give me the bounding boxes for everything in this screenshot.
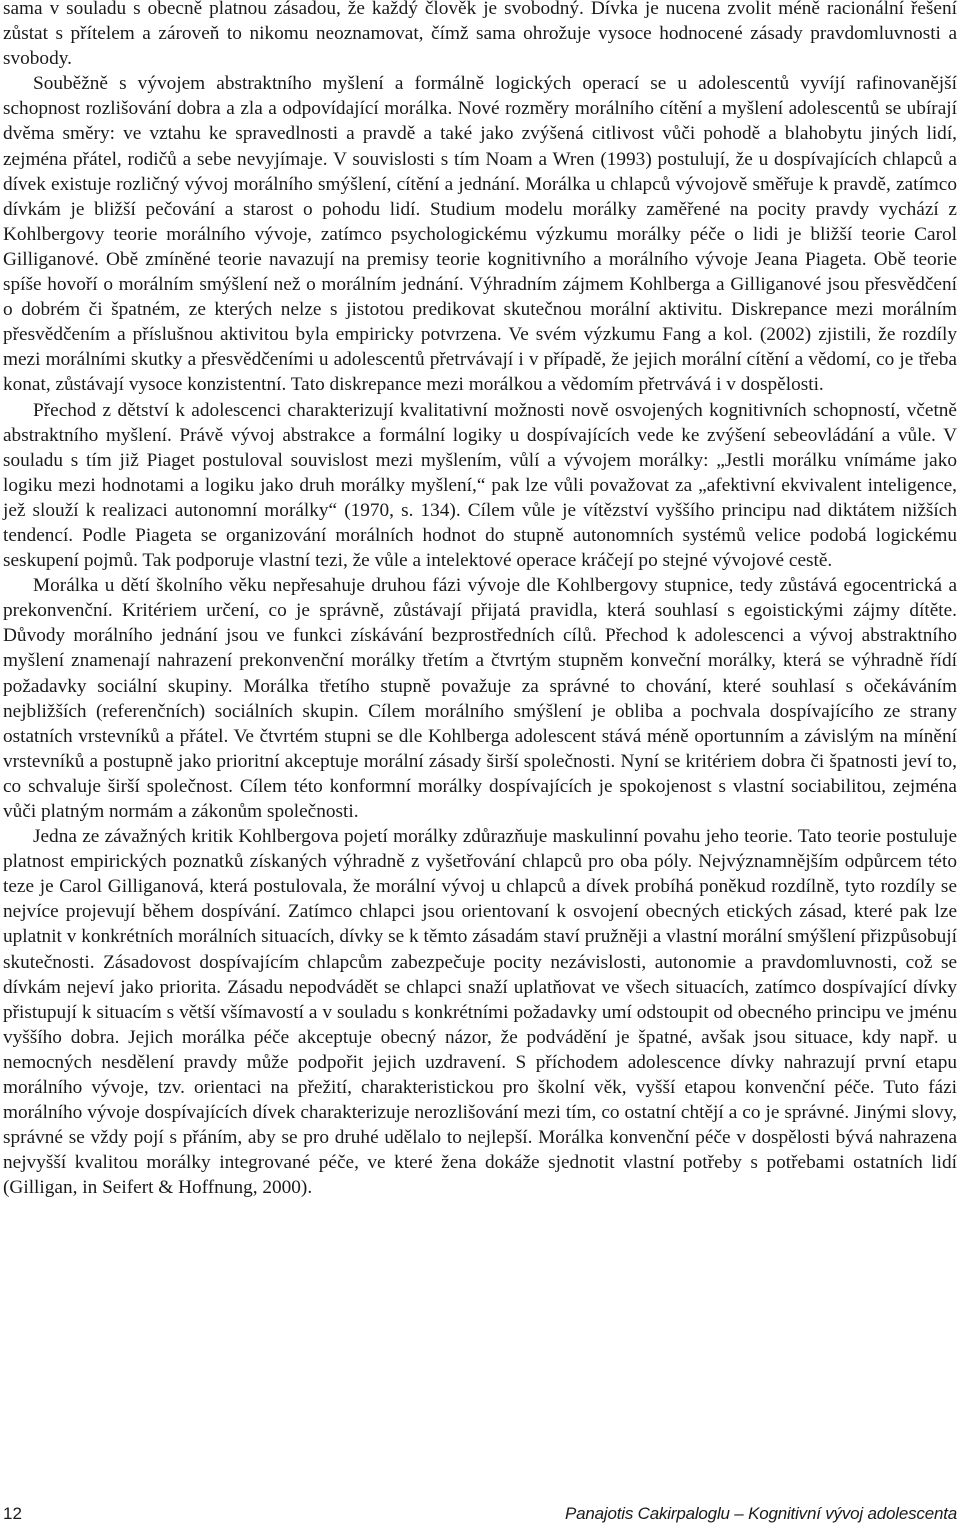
page <box>3 0 957 1201</box>
page-number: 12 <box>3 1504 22 1523</box>
paragraph: Souběžně s vývojem abstraktního myšlení a formálně logických operací se u adolescentů vyvíjí rafinovanější schopnost rozlišování dobra a zla a odpovídající morálka. Nové rozměry morálního cítění a myšlení adolescentů se ubírají dvěma směry: ve vztahu ke spravedlnosti a pravdě a také jako zvýšená citlivost vůči pohodě a blahobytu jiných lidí, zejména přátel, rodičů a sebe nevyjímaje. V souvislosti s tím Noam a Wren (1993) postulují, že u dospívajících chlapců a dívek existuje rozličný vývoj morálního smýšlení, cítění a jednání. Morálka u chlapců vývojově směřuje k pravdě, zatímco dívkám je bližší pečování a starost o pohodu lidí. Studium modelu morálky zaměřené na pocity pravdy vychází z Kohlbergovy teorie morálního vývoje, zatímco psychologickému výzkumu morálky péče o lidi je bližší teorie Carol Gilliganové. Obě zmíněné teorie navazují na premisy teorie kognitivního a morálního vývoje Jeana Piageta. Obě teorie spíše hovoří o morálním smýšlení než o morálním jednání. Výhradním zájmem Kohlberga a Gilliganové jsou přesvědčení o dobrém či špatném, ze kterých nelze s jistotou predikovat skutečnou morální aktivitu. Diskrepance mezi morálním přesvědčením a příslušnou aktivitou byla empiricky potvrzena. Ve svém výzkumu Fang a kol. (2002) zjistili, že rozdíly mezi morálními skutky a přesvědčeními u adolescentů přetrvávají i v případě, že jejich morální cítění a vědomí, co je třeba konat, zůstávají vysoce konzistentní. Tato diskrepance mezi morálkou a vědomím přetrvává i v dospělosti. <box>3 73 957 396</box>
paragraph: sama v souladu s obecně platnou zásadou, že každý člověk je svobodný. Dívka je nucena zvolit méně racionální řešení zůstat s přítelem a zároveň to nikomu neoznamovat, čímž sama ohrožuje vysoce hodnocené zásady pravdomluvnosti a svobody. <box>3 0 957 70</box>
paragraph: Jedna ze závažných kritik Kohlbergova pojetí morálky zdůrazňuje maskulinní povahu jeho teorie. Tato teorie postuluje platnost empirických poznatků získaných výhradně z vyšetřování chlapců pro oba póly. Nejvýznamnějším odpůrcem této teze je Carol Gilliganová, která postulovala, že morální vývoj u chlapců a dívek probíhá poněkud rozdílně, tyto rozdíly se nejvíce projevují během dospívání. Zatímco chlapci jsou orientovaní k osvojení obecných etických zásad, které pak lze uplatnit v konkrétních morálních situacích, dívky se k těmto zásadám staví pružněji a vlastní morální smýšlení přizpůsobují skutečnosti. Zásadovost dospívajícím chlapcům zabezpečuje pocity nezávislosti, autonomie a pravdomluvnosti, což se dívkám nejeví jako priorita. Zásadu nepodvádět se chlapci snaží uplatňovat ve všech situacích, zatímco dospívající dívky přistupují k situacím s větší všímavostí a v souladu s konkrétními požadavky umí odstoupit od obecného principu ve jménu vyššího dobra. Jejich morálka péče akceptuje obecný názor, že podvádění je špatné, avšak jsou situace, kdy např. u nemocných nesdělení pravdy může podpořit jejich uzdravení. S příchodem adolescence dívky nahrazují první etapu morálního vývoje, tzv. orientaci na přežití, charakteristickou pro školní věk, vyšší etapou konvenční péče. Tuto fázi morálního vývoje dospívajících dívek charakterizuje nerozlišování mezi tím, co ostatní chtějí a co je správné. Jinými slovy, správné se vždy pojí s přáním, aby se pro druhé udělalo to nejlepší. Morálka konvenční péče v dospělosti bývá nahrazena nejvyšší kvalitou morálky integrované péče, ve které žena dokáže sjednotit vlastní potřeby s potřebami ostatních lidí (Gilligan, in Seifert & Hoffnung, 2000). <box>3 826 957 1199</box>
page-footer <box>3 1496 957 1526</box>
running-footer-title: Panajotis Cakirpaloglu – Kognitivní vývoj adolescenta <box>565 1504 957 1523</box>
body-text <box>3 0 957 1201</box>
paragraph: Morálka u dětí školního věku nepřesahuje druhou fázi vývoje dle Kohlbergovy stupnice, tedy zůstává egocentrická a prekonvenční. Kritériem určení, co je správně, zůstávají přijatá pravidla, která souhlasí s egoistickými zájmy dítěte. Důvody morálního jednání jsou ve funkci získávání bezprostředních cílů. Přechod k adolescenci a vývoj abstraktního myšlení znamenají nahrazení prekonvenční morálky třetím a čtvrtým stupněm konveční morálky, která se výhradně řídí požadavky sociální skupiny. Morálka třetího stupně považuje za správné to chování, které souhlasí s očekáváním nejbližších (referenčních) sociálních skupin. Cílem morálního smýšlení je obliba a pochvala dospívajícího ze strany ostatních vrstevníků a přátel. Ve čtvrtém stupni se dle Kohlberga adolescent stává méně oportunním a závislým na mínění vrstevníků a postupně jako prioritní akceptuje morální zásady širší společnosti. Nyní se kritériem dobra či špatnosti jeví to, co schvaluje širší společnost. Cílem této konformní morálky dospívajících je spokojenost s vlastní sociabilitou, zejména vůči platným normám a zákonům společnosti. <box>3 575 957 822</box>
paragraph: Přechod z dětství k adolescenci charakterizují kvalitativní možnosti nově osvojených kognitivních schopností, včetně abstraktního myšlení. Právě vývoj abstrakce a formální logiky u dospívajících vede ke zvýšení sebeovládání a vůle. V souladu s tím již Piaget postuloval souvislost mezi myšlením, vůlí a vývojem morálky: „Jestli morálku vnímáme jako logiku mezi hodnotami a logiku jako druh morálky myšlení,“ pak lze vůli považovat za „afektivní ekvivalent inteligence, jež slouží k realizaci autonomní morálky“ (1970, s. 134). Cílem vůle je vítězství vyššího principu nad diktátem nižších tendencí. Podle Piageta se organizování morálních hodnot do stupně autonomních systémů velice podobá logickému seskupení pojmů. Tak podporuje vlastní tezi, že vůle a intelektové operace kráčejí po stejné vývojové cestě. <box>3 399 957 572</box>
